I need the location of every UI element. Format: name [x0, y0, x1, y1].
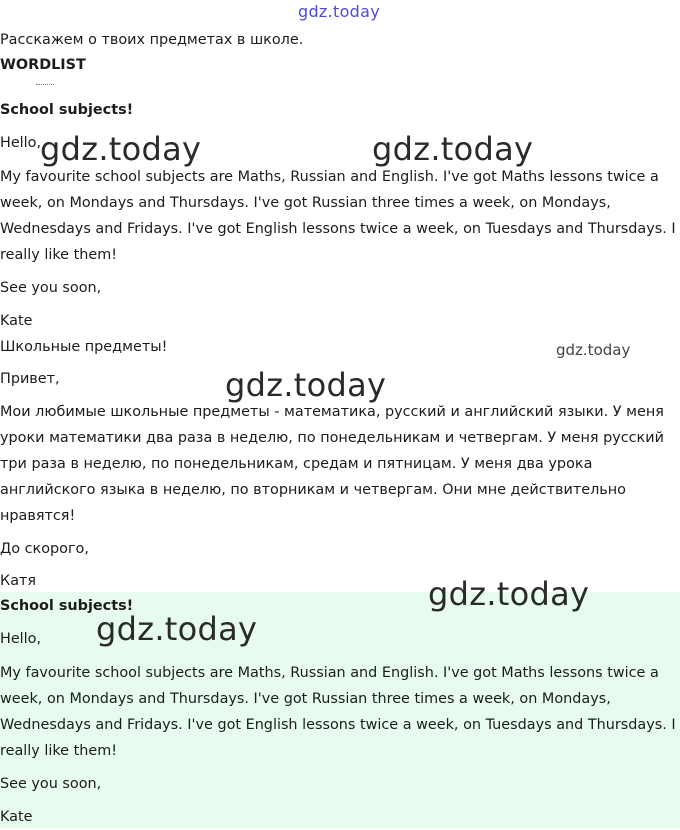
- russian-body: Мои любимые школьные предметы - математика, русский и английский языки. У меня уроки математики два раза в неделю, по понедельникам и четвергам. У меня русский три раза в неделю, по понедельникам, средам и пятницам. У меня два урока английского языка в неделю, по вторникам и четвергам. Они мне действительно нравятся!: [0, 404, 664, 524]
- english-closing: See you soon,: [0, 280, 102, 296]
- watermark: gdz.today: [556, 341, 631, 359]
- header-watermark: gdz.today: [298, 2, 380, 21]
- answer-body: My favourite school subjects are Maths, Russian and English. I've got Maths lessons twice a week, on Mondays and Thursdays. I've got Russian three times a week, on Mondays, Wednesdays and Fridays. I've got English lessons twice a week, on Tuesdays and Thursdays. I really like them!: [0, 665, 676, 759]
- watermark: gdz.today: [225, 366, 387, 404]
- answer-closing: See you soon,: [0, 776, 102, 792]
- watermark: gdz.today: [40, 130, 202, 168]
- intro-text: Расскажем о твоих предметах в школе.: [0, 32, 304, 48]
- english-body: My favourite school subjects are Maths, Russian and English. I've got Maths lessons twice a week, on Mondays and Thursdays. I've got Russian three times a week, on Mondays, Wednesdays and Fridays. I've got English lessons twice a week, on Tuesdays and Thursdays. I really like them!: [0, 169, 676, 263]
- english-greeting: Hello,: [0, 135, 42, 151]
- russian-closing: До скорого,: [0, 541, 89, 557]
- english-heading: School subjects!: [0, 102, 134, 118]
- answer-greeting: Hello,: [0, 631, 42, 647]
- russian-heading: Школьные предметы!: [0, 339, 168, 355]
- watermark: gdz.today: [428, 575, 590, 613]
- russian-signature: Катя: [0, 573, 37, 589]
- answer-signature: Kate: [0, 809, 33, 825]
- watermark: gdz.today: [372, 130, 534, 168]
- cropped-line-fragment: [36, 84, 54, 89]
- wordlist-label: WORDLIST: [0, 57, 86, 73]
- answer-heading: School subjects!: [0, 598, 134, 614]
- watermark: gdz.today: [96, 610, 258, 648]
- russian-greeting: Привет,: [0, 371, 60, 387]
- english-signature: Kate: [0, 313, 33, 329]
